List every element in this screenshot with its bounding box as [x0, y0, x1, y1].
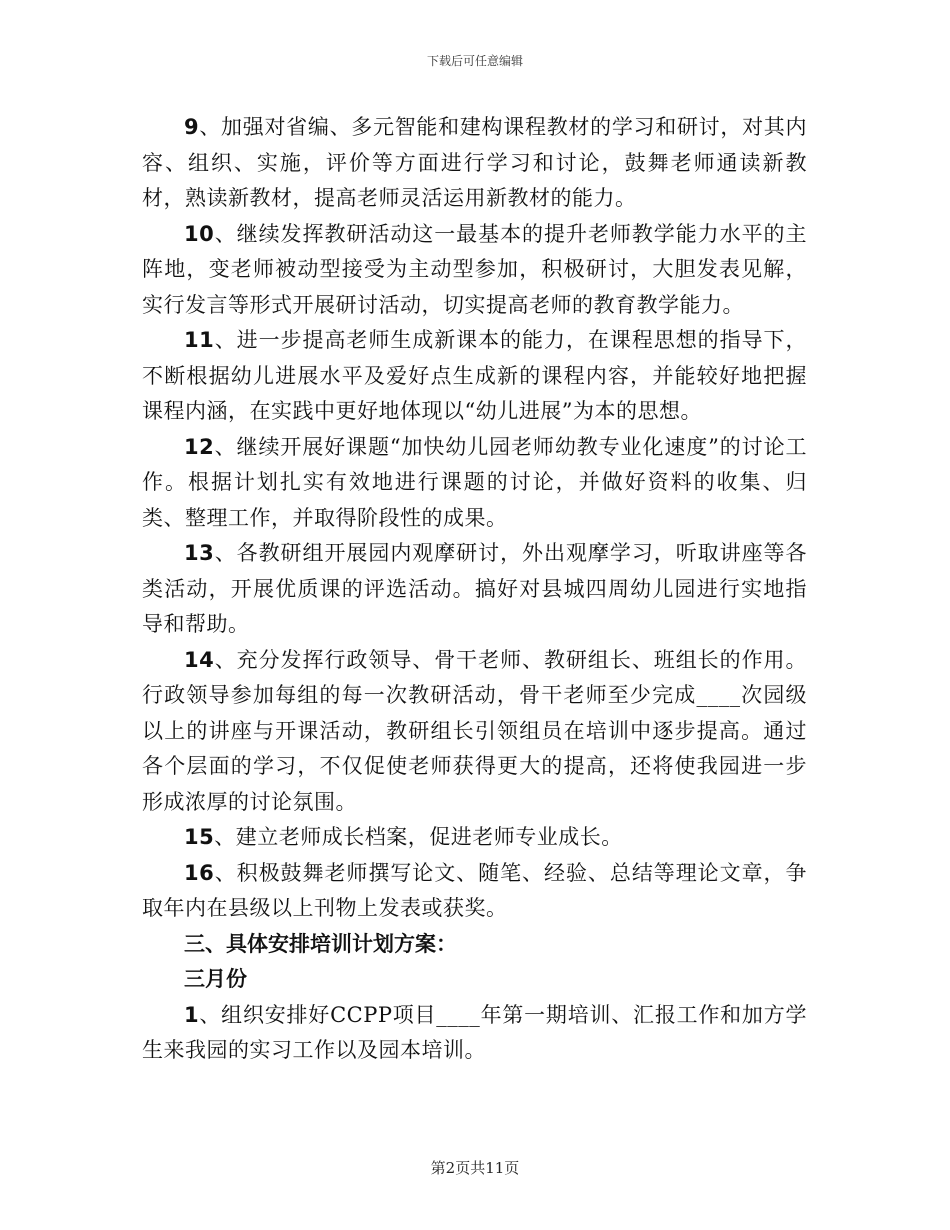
paragraph-12 [142, 430, 807, 537]
paragraph-text: 、加强对省编、多元智能和建构课程教材的学习和研讨，对其内容、组织、实施，评价等方面进行学习和讨论，鼓舞老师通读新教材，熟读新教材，提高老师灵活运用新教材的能力。 [142, 115, 807, 210]
page-header: 下载后可任意编辑 [426, 54, 523, 68]
paragraph-text: 、建立老师成长档案，促进老师专业成长。 [214, 825, 623, 849]
paragraph-text: 、充分发挥行政领导、骨干老师、教研组长、班组长的作用。行政领导参加每组的每一次教研活动，骨干老师至少完成____次园级以上的讲座与开课活动，教研组长引领组员在培训中逐步提高。通过各个层面的学习，不仅促使老师获得更大的提高，还将使我园进一步形成浓厚的讨论氛围。 [142, 647, 807, 814]
paragraph-14 [142, 643, 807, 821]
document-body [142, 110, 807, 1069]
paragraph-number: 14 [184, 647, 215, 672]
paragraph-16 [142, 856, 807, 927]
month-paragraph-1 [142, 998, 807, 1069]
paragraph-text: 、继续发挥教研活动这一最基本的提升老师教学能力水平的主阵地，变老师被动型接受为主动型参加，积极研讨，大胆发表见解，实行发言等形式开展研讨活动，切实提高老师的教育教学能力。 [142, 221, 807, 317]
section-heading: 三、具体安排培训计划方案： [184, 931, 457, 956]
paragraph-text: 、积极鼓舞老师撰写论文、随笔、经验、总结等理论文章，争取年内在县级以上刊物上发表或获奖。 [142, 860, 807, 920]
paragraph-text: 、各教研组开展园内观摩研讨，外出观摩学习，听取讲座等各类活动，开展优质课的评选活动。搞好对县城四周幼儿园进行实地指导和帮助。 [142, 541, 807, 636]
paragraph-number: 10 [184, 221, 215, 246]
paragraph-number: 13 [184, 541, 215, 565]
page-footer: 第2页共11页 [430, 1159, 520, 1177]
month-heading: 三月份 [184, 967, 247, 991]
paragraph-11 [142, 323, 807, 430]
paragraph-10 [142, 217, 807, 324]
paragraph-number: 15 [184, 825, 215, 849]
paragraph-text: 、继续开展好课题“加快幼儿园老师幼教专业化速度”的讨论工作。根据计划扎实有效地进行课题的讨论，并做好资料的收集、归类、整理工作，并取得阶段性的成果。 [142, 434, 807, 530]
paragraph-number: 16 [184, 860, 215, 885]
paragraph-13 [142, 536, 807, 643]
paragraph-number: 11 [184, 328, 215, 352]
paragraph-number: 9 [184, 115, 200, 139]
paragraph-9 [142, 110, 807, 217]
paragraph-text: 、组织安排好CCPP项目____年第一期培训、汇报工作和加方学生来我园的实习工作以及园本培训。 [142, 1002, 807, 1062]
paragraph-text: 、进一步提高老师生成新课本的能力，在课程思想的指导下，不断根据幼儿进展水平及爱好点生成新的课程内容，并能较好地把握课程内涵，在实践中更好地体现以“幼儿进展”为本的思想。 [142, 328, 807, 423]
paragraph-15 [142, 820, 807, 856]
paragraph-number: 1 [184, 1002, 200, 1027]
paragraph-number: 12 [184, 434, 215, 459]
